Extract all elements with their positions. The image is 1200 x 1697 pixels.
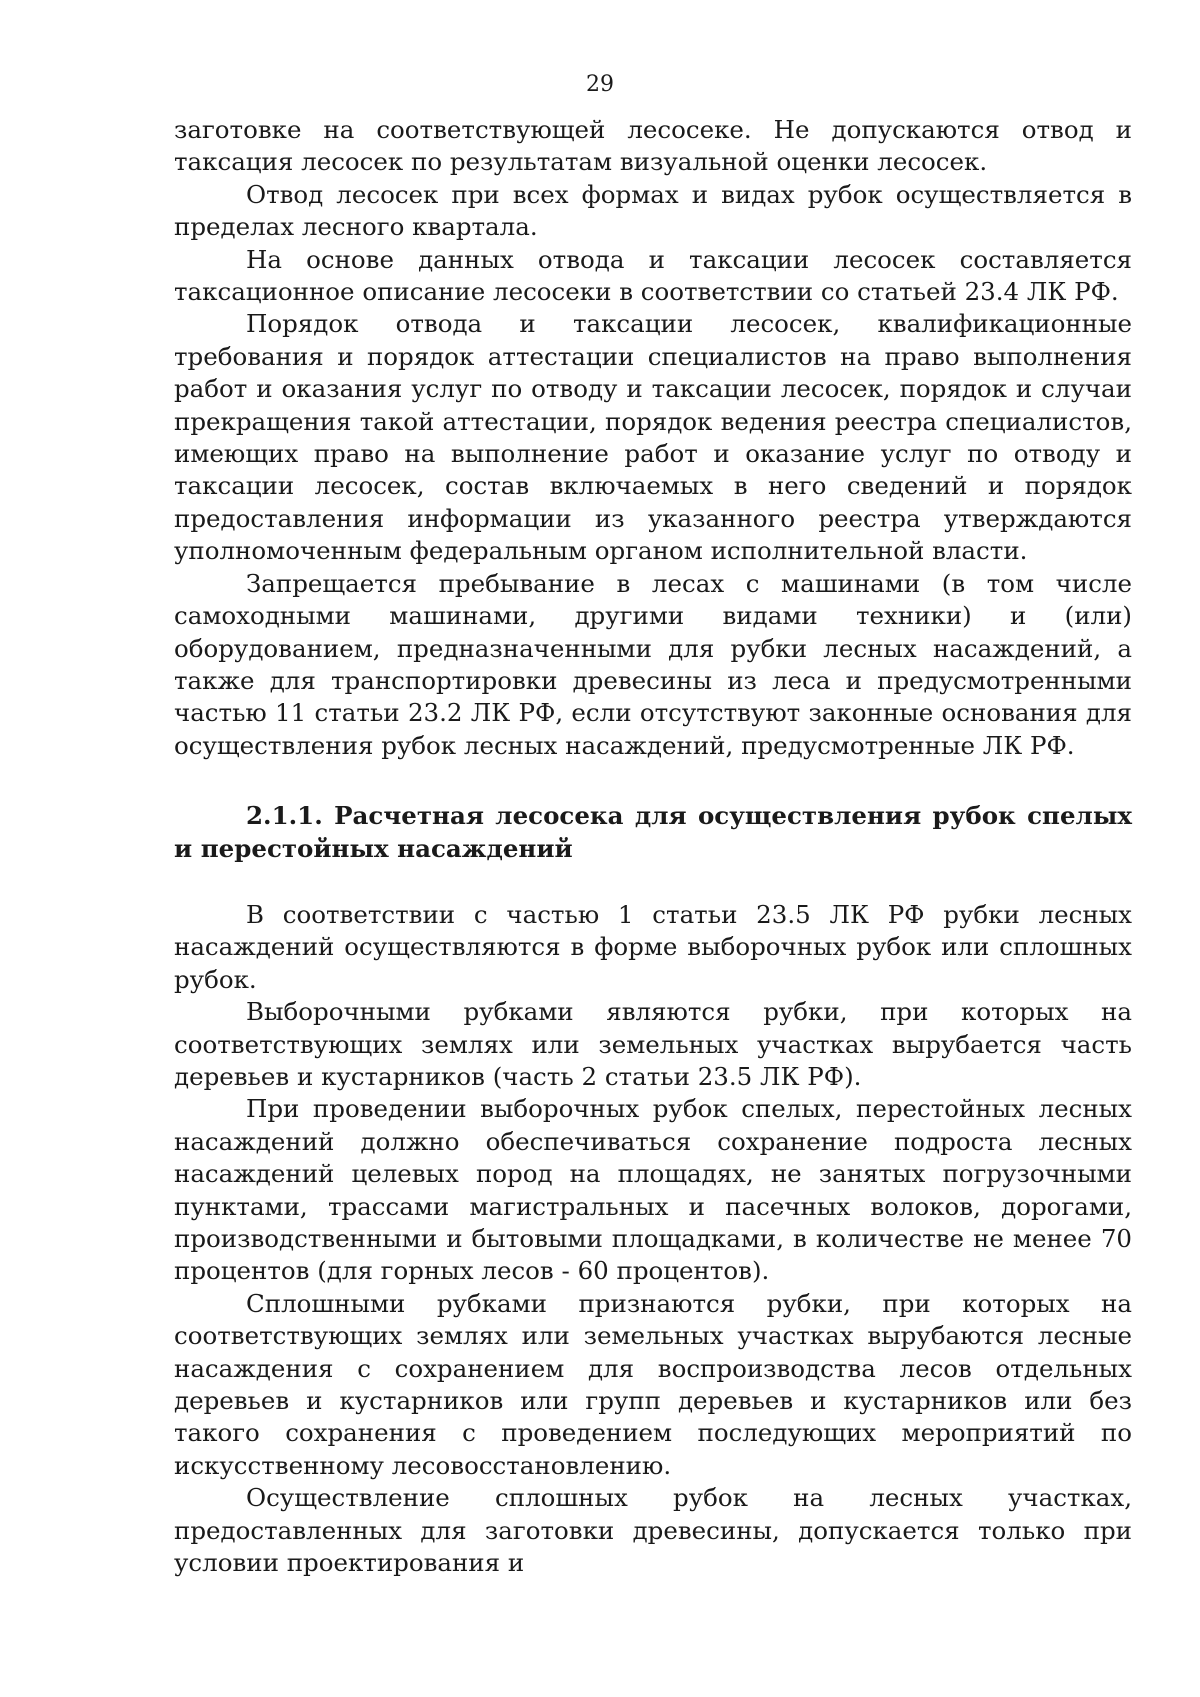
page-number: 29 xyxy=(586,72,614,97)
paragraph: При проведении выборочных рубок спелых, перестойных лесных насаждений должно обеспечиваться сохранение подроста лесных насаждений целевых пород на площадях, не занятых погрузочными пунктами, трассами магистральных и пасечных волоков, дорогами, производственными и бытовыми площадками, в количестве не менее 70 процентов (для горных лесов - 60 процентов). xyxy=(174,1094,1132,1286)
paragraph: На основе данных отвода и таксации лесосек составляется таксационное описание лесосеки в соответствии со статьей 23.4 ЛК РФ. xyxy=(174,244,1132,307)
paragraph-continuation: заготовке на соответствующей лесосеке. Не допускаются отвод и таксация лесосек по результатам визуальной оценки лесосек. xyxy=(174,115,1132,177)
paragraph: Выборочными рубками являются рубки, при которых на соответствующих землях или земельных участках вырубается часть деревьев и кустарников (часть 2 статьи 23.5 ЛК РФ). xyxy=(174,997,1132,1091)
document-body xyxy=(174,114,1132,1579)
paragraph: Отвод лесосек при всех формах и видах рубок осуществляется в пределах лесного квартала. xyxy=(174,179,1132,242)
paragraph: Порядок отвода и таксации лесосек, квалификационные требования и порядок аттестации специалистов на право выполнения работ и оказания услуг по отводу и таксации лесосек, порядок и случаи прекращения такой аттестации, порядок ведения реестра специалистов, имеющих право на выполнение работ и оказание услуг по отводу и таксации лесосек, состав включаемых в него сведений и порядок предоставления информации из указанного реестра утверждаются уполномоченным федеральным органом исполнительной власти. xyxy=(174,309,1132,566)
paragraph: Запрещается пребывание в лесах с машинами (в том числе самоходными машинами, другими видами техники) и (или) оборудованием, предназначенными для рубки лесных насаждений, а также для транспортировки древесины из леса и предусмотренными частью 11 статьи 23.2 ЛК РФ, если отсутствуют законные основания для осуществления рубок лесных насаждений, предусмотренные ЛК РФ. xyxy=(174,568,1132,760)
paragraph: Сплошными рубками признаются рубки, при которых на соответствующих землях или земельных участках вырубаются лесные насаждения с сохранением для воспроизводства лесов отдельных деревьев и кустарников или групп деревьев и кустарников или без такого сохранения с проведением последующих мероприятий по искусственному лесовосстановлению. xyxy=(174,1288,1132,1480)
paragraph: В соответствии с частью 1 статьи 23.5 ЛК РФ рубки лесных насаждений осуществляются в форме выборочных рубок или сплошных рубок. xyxy=(174,899,1132,994)
section-heading: 2.1.1. Расчетная лесосека для осуществления рубок спелых и перестойных насаждений xyxy=(174,801,1132,863)
paragraph-continued: Осуществление сплошных рубок на лесных участках, предоставленных для заготовки древесины, допускается только при условии проектирования и xyxy=(174,1483,1132,1578)
